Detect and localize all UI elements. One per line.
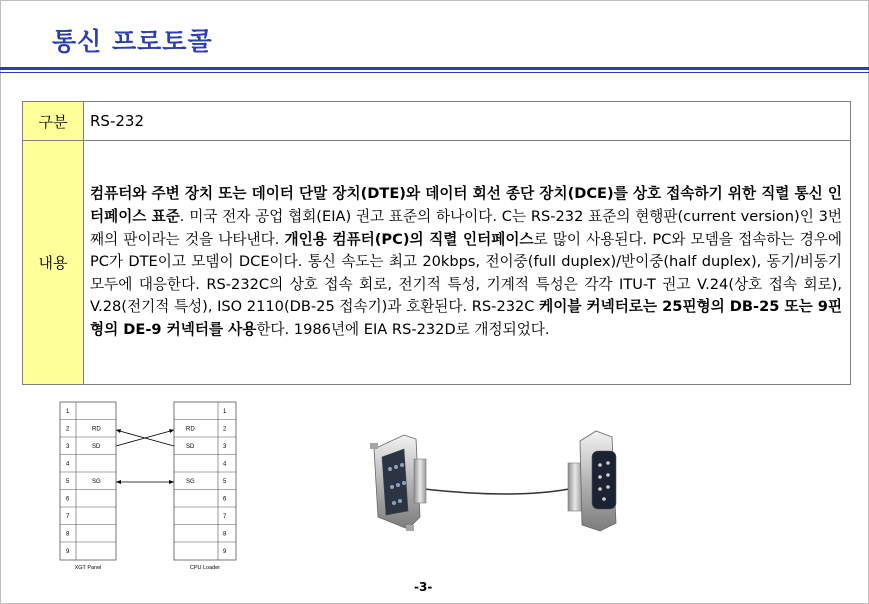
left-pin-number: 7 bbox=[66, 513, 70, 520]
category-label: 구분 bbox=[23, 102, 84, 141]
content-text bbox=[84, 141, 851, 385]
title-rule-thick bbox=[0, 67, 869, 70]
content-segment: 로 많이 사용된다. PC와 모뎀을 접속하는 경우에 PC가 DTE이고 모뎀이 DCE이다. 통신 속도는 최고 20kbps, 전이중(full duplex)/반이중(half duplex), 동기/비동기 모두에 대응한다. RS-232C의 상호 접속 회로, 전기적 특성, 기계적 특성은 각각 ITU-T 권고 V.24(상호 접속 회로), V.28(전기적 특성), ISO 2110(DB-25 접속기)과 호환된다. RS-232C bbox=[90, 230, 842, 316]
left-pin-signal: SD bbox=[92, 443, 101, 450]
title-rule-thin bbox=[0, 72, 869, 73]
db9-cable-image bbox=[364, 429, 644, 533]
left-pin-number: 5 bbox=[66, 478, 70, 485]
right-pin-signal: SG bbox=[186, 478, 195, 485]
category-value: RS-232 bbox=[84, 102, 851, 141]
left-caption: XGT Panel bbox=[74, 565, 102, 571]
right-pin-number: 4 bbox=[223, 461, 227, 468]
right-pin-number: 9 bbox=[223, 548, 227, 555]
left-pin-number: 2 bbox=[66, 426, 70, 433]
info-table bbox=[22, 101, 851, 385]
page-title: 통신 프로토콜 bbox=[52, 27, 213, 56]
left-pin-number: 6 bbox=[66, 496, 70, 503]
male-connector-icon bbox=[568, 431, 616, 531]
content-bold-segment: 개인용 컴퓨터(PC)의 직렬 인터페이스 bbox=[284, 230, 534, 248]
right-pin-number: 7 bbox=[223, 513, 227, 520]
left-pin-signal: RD bbox=[92, 426, 101, 433]
left-pin-number: 9 bbox=[66, 548, 70, 555]
right-pin-number: 3 bbox=[223, 443, 227, 450]
left-pin-number: 1 bbox=[66, 408, 70, 415]
right-connector-block bbox=[174, 402, 236, 560]
content-segment: . 미국 전자 공업 협회(EIA) 권고 표준의 하나이다. C는 RS-232 표준의 현행판(current version)인 3번째의 판이라는 것을 나타낸다. bbox=[90, 208, 842, 248]
wiring-diagram bbox=[58, 401, 240, 571]
content-bold-segment: 케이블 커넥터로는 25핀형의 DB-25 또는 9핀형의 DE-9 커넥터를 사용 bbox=[90, 298, 842, 338]
page-number: -3- bbox=[414, 580, 433, 594]
right-pin-signal: RD bbox=[186, 426, 195, 433]
female-connector-icon bbox=[370, 435, 426, 531]
left-pin-number: 3 bbox=[66, 443, 70, 450]
table-row bbox=[23, 141, 851, 385]
right-pin-number: 6 bbox=[223, 496, 227, 503]
right-pin-number: 2 bbox=[223, 426, 227, 433]
table-row bbox=[23, 102, 851, 141]
right-pin-number: 5 bbox=[223, 478, 227, 485]
left-pin-number: 4 bbox=[66, 461, 70, 468]
left-pin-number: 8 bbox=[66, 531, 70, 538]
right-caption: CPU Loader bbox=[189, 565, 221, 571]
content-label: 내용 bbox=[23, 141, 84, 385]
left-pin-signal: SG bbox=[92, 478, 101, 485]
right-pin-signal: SD bbox=[186, 443, 195, 450]
content-segment: 한다. 1986년에 EIA RS-232D로 개정되었다. bbox=[256, 320, 550, 338]
content-bold-segment: 컴퓨터와 주변 장치 또는 데이터 단말 장치(DTE)와 데이터 회선 종단 장치(DCE)를 상호 접속하기 위한 직렬 통신 인터페이스 표준 bbox=[90, 185, 842, 226]
right-pin-number: 1 bbox=[223, 408, 227, 415]
right-pin-number: 8 bbox=[223, 531, 227, 538]
